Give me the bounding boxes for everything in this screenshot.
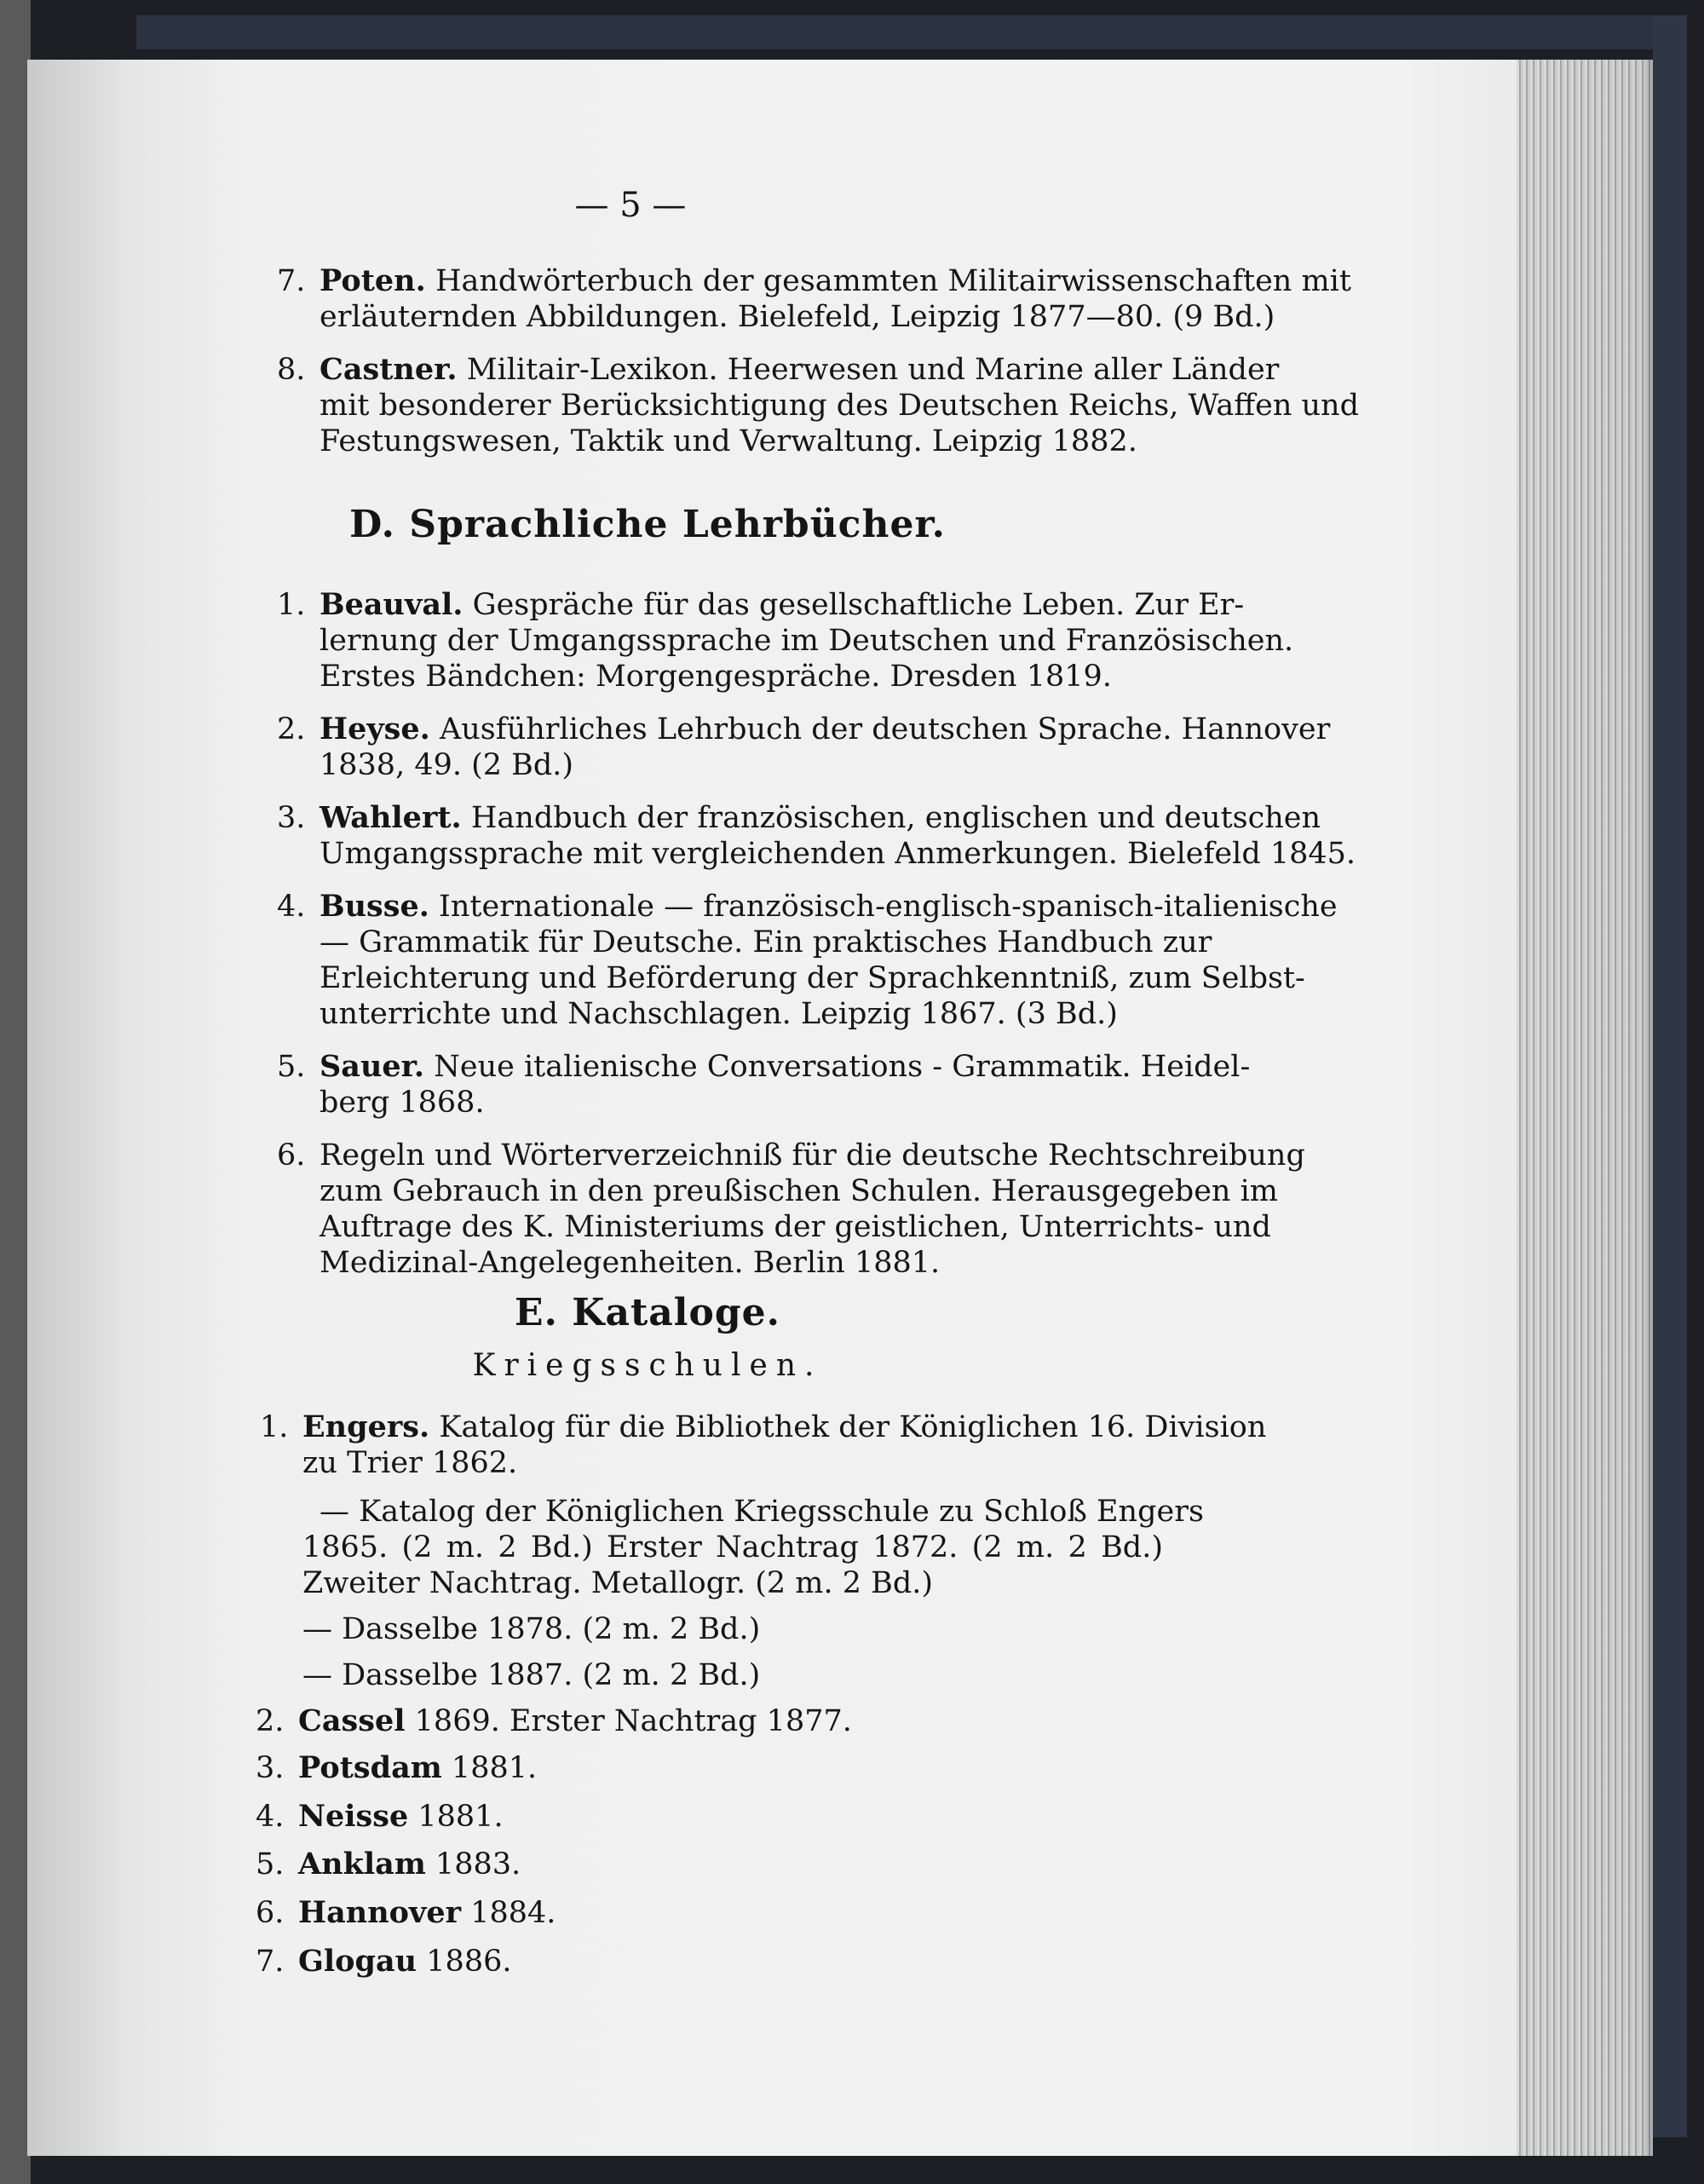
entry-number: 1. [260, 1410, 289, 1444]
entry-number: 7. [256, 1945, 285, 1979]
entry-lemma: Hannover [298, 1895, 462, 1930]
entry-subline: — Katalog der Königlichen Kriegsschule zu Schloß Engers [320, 1495, 1204, 1529]
entry-subline: — Dasselbe 1878. (2 m. 2 Bd.) [302, 1612, 761, 1646]
entry-number: 5. [256, 1847, 285, 1881]
entry-line: Regeln und Wörterverzeichniß für die deutsche Rechtschreibung [320, 1138, 1305, 1173]
entry-number: 5. [277, 1050, 306, 1084]
entry-number: 3. [256, 1751, 285, 1785]
entry-line: Neisse 1881. [298, 1799, 504, 1834]
entry-lemma: Castner. [320, 352, 458, 387]
entry-number: 4. [277, 890, 306, 924]
entry-line: Erstes Bändchen: Morgengespräche. Dresden 1819. [320, 660, 1112, 694]
book-spine [0, 0, 31, 2184]
entry-number: 4. [256, 1800, 285, 1834]
entry-number: 3. [277, 801, 306, 835]
entry-line: — Grammatik für Deutsche. Ein praktisches Handbuch zur [320, 925, 1212, 959]
entry-subline: — Dasselbe 1887. (2 m. 2 Bd.) [302, 1658, 761, 1692]
entry-lemma: Beauval. [320, 587, 463, 622]
entry-number: 6. [256, 1896, 285, 1930]
entry-line: zum Gebrauch in den preußischen Schulen. Herausgegeben im [320, 1174, 1278, 1208]
entry-lemma: Cassel [298, 1703, 406, 1738]
entry-subline: 1865. (2 m. 2 Bd.) Erster Nachtrag 1872. (2 m. 2 Bd.) [302, 1530, 1163, 1565]
entry-number: 6. [277, 1138, 306, 1173]
entry-number: 1. [277, 588, 306, 622]
entry-lemma: Anklam [298, 1847, 426, 1881]
entry-line: mit besonderer Berücksichtigung des Deutschen Reichs, Waffen und [320, 389, 1359, 423]
entry-line: Festungswesen, Taktik und Verwaltung. Leipzig 1882. [320, 424, 1137, 458]
entry-lemma: Busse. [320, 889, 429, 924]
entry-line: Glogau 1886. [298, 1944, 512, 1979]
entry-lemma: Wahlert. [320, 800, 462, 835]
section-heading-d: D. Sprachliche Lehrbücher. [349, 503, 946, 546]
entry-line: unterrichte und Nachschlagen. Leipzig 1867. (3 Bd.) [320, 997, 1118, 1031]
entry-line: Beauval. Gespräche für das gesellschaftliche Leben. Zur Er- [320, 587, 1245, 622]
entry-lemma: Potsdam [298, 1750, 442, 1785]
entry-line: Castner. Militair-Lexikon. Heerwesen und Marine aller Länder [320, 352, 1280, 387]
entry-line: Engers. Katalog für die Bibliothek der Königlichen 16. Division [302, 1409, 1267, 1444]
entry-line: berg 1868. [320, 1086, 485, 1120]
entry-line: lernung der Umgangssprache im Deutschen und Französischen. [320, 624, 1294, 658]
entry-line: Auftrage des K. Ministeriums der geistlichen, Unterrichts- und [320, 1210, 1271, 1244]
entry-lemma: Neisse [298, 1799, 409, 1834]
entry-line: Wahlert. Handbuch der französischen, englischen und deutschen [320, 800, 1321, 835]
entry-line: Anklam 1883. [298, 1847, 521, 1881]
section-heading-e: E. Kataloge. [515, 1291, 780, 1334]
page-edges [1517, 60, 1653, 2156]
entry-line: Potsdam 1881. [298, 1750, 538, 1785]
entry-lemma: Glogau [298, 1944, 417, 1979]
entry-number: 7. [277, 264, 306, 298]
entry-lemma: Engers. [302, 1409, 430, 1444]
entry-number: 2. [256, 1704, 285, 1738]
entry-line: Cassel 1869. Erster Nachtrag 1877. [298, 1703, 852, 1738]
entry-line: Hannover 1884. [298, 1895, 556, 1930]
entry-line: erläuternden Abbildungen. Bielefeld, Leipzig 1877—80. (9 Bd.) [320, 300, 1275, 334]
book-cover-right [1653, 15, 1687, 2137]
entry-line: Heyse. Ausführliches Lehrbuch der deutschen Sprache. Hannover [320, 712, 1331, 746]
entry-line: Sauer. Neue italienische Conversations - Grammatik. Heidel- [320, 1049, 1251, 1084]
page-number: — 5 — [574, 186, 687, 225]
entry-lemma: Poten. [320, 263, 426, 298]
entry-line: Umgangssprache mit vergleichenden Anmerkungen. Bielefeld 1845. [320, 837, 1356, 871]
entry-lemma: Sauer. [320, 1049, 425, 1084]
entry-subline: Zweiter Nachtrag. Metallogr. (2 m. 2 Bd.) [302, 1566, 934, 1600]
entry-line: Busse. Internationale — französisch-englisch-spanisch-italienische [320, 889, 1338, 924]
entry-line: Erleichterung und Beförderung der Sprachkenntniß, zum Selbst- [320, 961, 1305, 995]
entry-line: Poten. Handwörterbuch der gesammten Militairwissenschaften mit [320, 263, 1351, 298]
entry-line: zu Trier 1862. [302, 1446, 518, 1480]
entry-lemma: Heyse. [320, 712, 430, 746]
entry-number: 8. [277, 353, 306, 387]
entry-line: 1838, 49. (2 Bd.) [320, 748, 574, 782]
book-cover-top [136, 15, 1687, 49]
section-subheading: Kriegsschulen. [472, 1348, 823, 1383]
entry-line: Medizinal-Angelegenheiten. Berlin 1881. [320, 1246, 941, 1280]
entry-number: 2. [277, 712, 306, 746]
